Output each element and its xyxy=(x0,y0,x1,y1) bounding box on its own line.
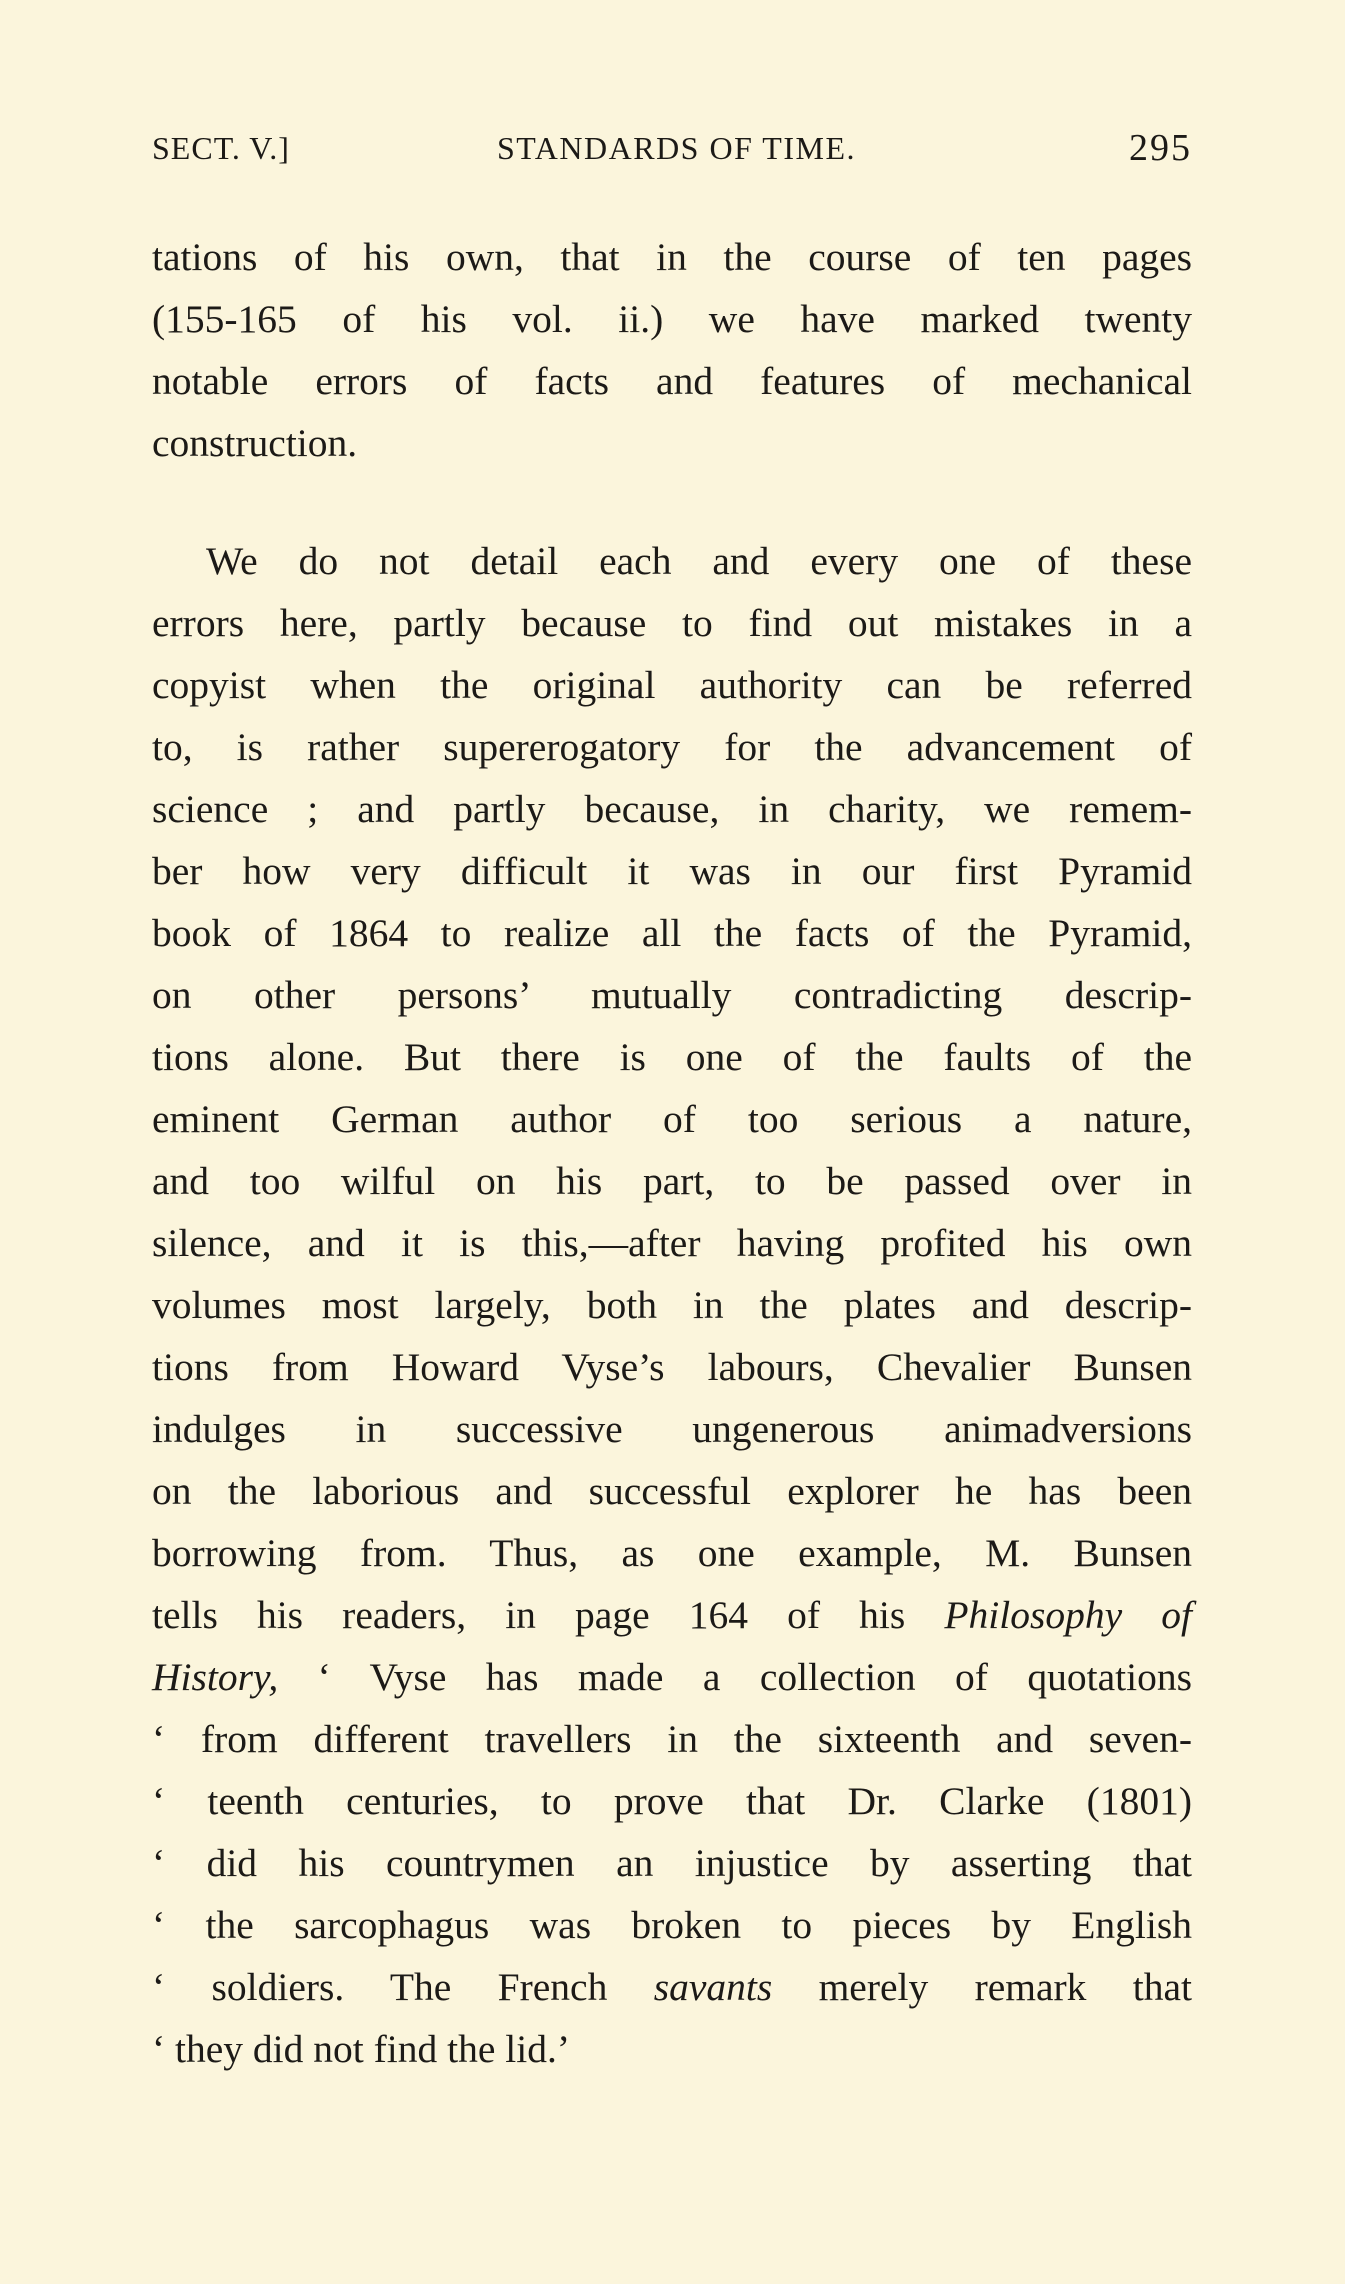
text-line: notable errors of facts and features of mechanical xyxy=(152,359,1192,403)
text-line xyxy=(152,1646,1192,1708)
text-line: science ; and partly because, in charity, we remem- xyxy=(152,787,1192,831)
text-line: (155-165 of his vol. ii.) we have marked twenty xyxy=(152,297,1192,341)
text-line: and too wilful on his part, to be passed over in xyxy=(152,1159,1192,1203)
text-line: We do not detail each and every one of these xyxy=(206,539,1192,583)
text-line: errors here, partly because to find out mistakes in a xyxy=(152,601,1192,645)
text-line: tions alone. But there is one of the faults of the xyxy=(152,1035,1192,1079)
running-header xyxy=(152,127,1192,180)
paragraph-2 xyxy=(152,530,1192,2080)
page-number: 295 xyxy=(1129,127,1192,169)
text-segment: tells his readers, in page 164 of his xyxy=(152,1593,906,1637)
text-line: silence, and it is this,—after having profited his own xyxy=(152,1221,1192,1265)
text-line: on the laborious and successful explorer he has been xyxy=(152,1469,1192,1513)
quote-line: ‘ the sarcophagus was broken to pieces by English xyxy=(152,1903,1192,1947)
text-line: indulges in successive ungenerous animadversions xyxy=(152,1407,1192,1451)
book-title-italic: Philosophy of xyxy=(944,1593,1192,1637)
text-line xyxy=(152,1584,1192,1646)
text-line: on other persons’ mutually contradicting descrip- xyxy=(152,973,1192,1017)
paragraph-1 xyxy=(152,226,1192,474)
text-line: tions from Howard Vyse’s labours, Chevalier Bunsen xyxy=(152,1345,1192,1389)
text-line: volumes most largely, both in the plates and descrip- xyxy=(152,1283,1192,1327)
quote-line: ‘ did his countrymen an injustice by asserting that xyxy=(152,1841,1192,1885)
text-line: copyist when the original authority can be referred xyxy=(152,663,1192,707)
section-label: SECT. V.] xyxy=(152,130,290,166)
quote-line xyxy=(152,1956,1192,2018)
quote-line: ‘ teenth centuries, to prove that Dr. Clarke (1801) xyxy=(152,1779,1192,1823)
text-line: construction. xyxy=(152,421,358,465)
running-title: STANDARDS OF TIME. xyxy=(497,130,856,166)
text-line: book of 1864 to realize all the facts of the Pyramid, xyxy=(152,911,1192,955)
book-title-italic: History, xyxy=(152,1655,279,1699)
text-line: eminent German author of too serious a nature, xyxy=(152,1097,1192,1141)
quote-segment: ‘ soldiers. The French xyxy=(152,1965,608,2009)
text-line: to, is rather supererogatory for the advancement of xyxy=(152,725,1192,769)
text-line: borrowing from. Thus, as one example, M. Bunsen xyxy=(152,1531,1192,1575)
quote-segment: merely remark that xyxy=(818,1965,1193,2009)
text-line: ber how very difficult it was in our first Pyramid xyxy=(152,849,1192,893)
quote-line: ‘ they did not find the lid.’ xyxy=(152,2027,570,2071)
text-line: tations of his own, that in the course of ten pages xyxy=(152,235,1192,279)
italic-word: savants xyxy=(653,1965,773,2009)
quote-line: ‘ from different travellers in the sixteenth and seven- xyxy=(152,1717,1192,1761)
quote-segment: ‘ Vyse has made a collection of quotations xyxy=(317,1655,1192,1699)
